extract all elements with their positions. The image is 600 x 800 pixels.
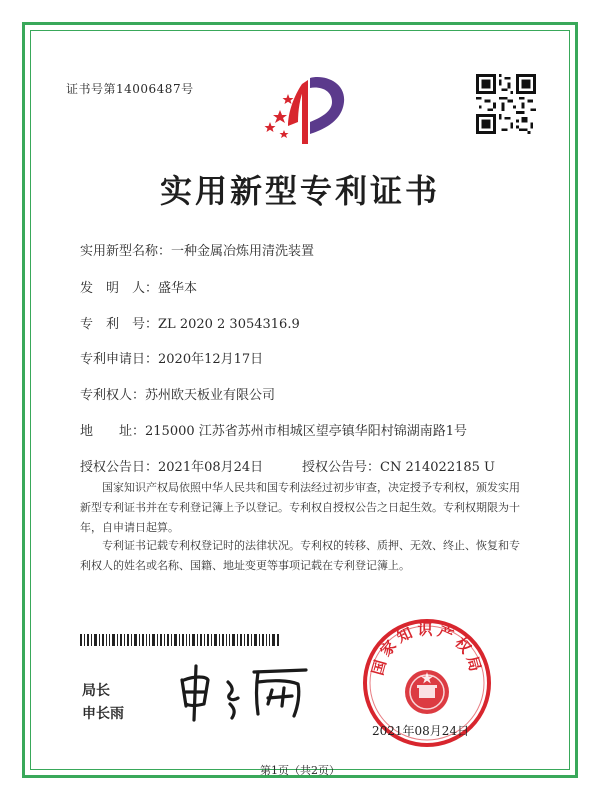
qr-code-icon [476, 74, 536, 134]
field-owner [80, 384, 275, 403]
svg-text:国家知识产权局: 国家知识产权局 [368, 620, 486, 678]
seal-date: 2021年08月24日 [372, 724, 470, 738]
field-owner-label: 专利权人： [80, 388, 146, 403]
field-patent-no-label: 专 利 号： [80, 317, 159, 332]
page-number: 第1页（共2页） [260, 764, 340, 777]
field-name-value: 一种金属冶炼用清洗装置 [171, 244, 315, 259]
field-grant-no [302, 456, 495, 475]
field-inventor [80, 277, 197, 296]
certificate-title: 实用新型专利证书 [159, 172, 440, 210]
field-app-date-value: 2020年12月17日 [158, 352, 264, 367]
field-app-date [80, 348, 263, 367]
field-owner-value: 苏州欧天板业有限公司 [145, 388, 276, 403]
field-grant-date [80, 456, 263, 475]
director-name: 申长雨 [82, 706, 124, 722]
certificate-number: 证书号第14006487号 [66, 82, 194, 96]
field-grant-date-label: 授权公告日： [80, 460, 159, 475]
field-address [80, 420, 467, 439]
field-grant-date-value: 2021年08月24日 [158, 460, 264, 475]
field-name [80, 240, 314, 259]
field-patent-no [80, 313, 300, 332]
field-inventor-value: 盛华本 [158, 281, 198, 296]
field-address-value: 215000 江苏省苏州市相城区望亭镇华阳村锦湖南路1号 [145, 424, 468, 439]
statement-paragraph: 专利证书记载专利权登记时的法律状况。专利权的转移、质押、无效、终止、恢复和专利权人的姓名或名称、国籍、地址变更等事项记载在专利登记簿上。 [80, 539, 520, 572]
cnipa-logo-icon [258, 72, 350, 146]
field-address-label: 地 址： [80, 424, 146, 439]
statement-paragraph: 国家知识产权局依照中华人民共和国专利法经过初步审查，决定授予专利权，颁发实用新型专利证书并在专利登记簿上予以登记。专利权自授权公告之日起生效。专利权期限为十年，自申请日起算。 [80, 481, 520, 534]
field-inventor-label: 发 明 人： [80, 281, 159, 296]
handwritten-signature-icon [172, 662, 314, 722]
barcode-icon [80, 634, 280, 646]
field-patent-no-value: ZL 2020 2 3054316.9 [158, 317, 300, 332]
field-grant-no-label: 授权公告号： [302, 460, 381, 475]
director-title: 局长 [82, 683, 110, 699]
field-name-label: 实用新型名称： [80, 244, 172, 259]
field-app-date-label: 专利申请日： [80, 352, 159, 367]
field-grant-no-value: CN 214022185 U [380, 460, 495, 475]
